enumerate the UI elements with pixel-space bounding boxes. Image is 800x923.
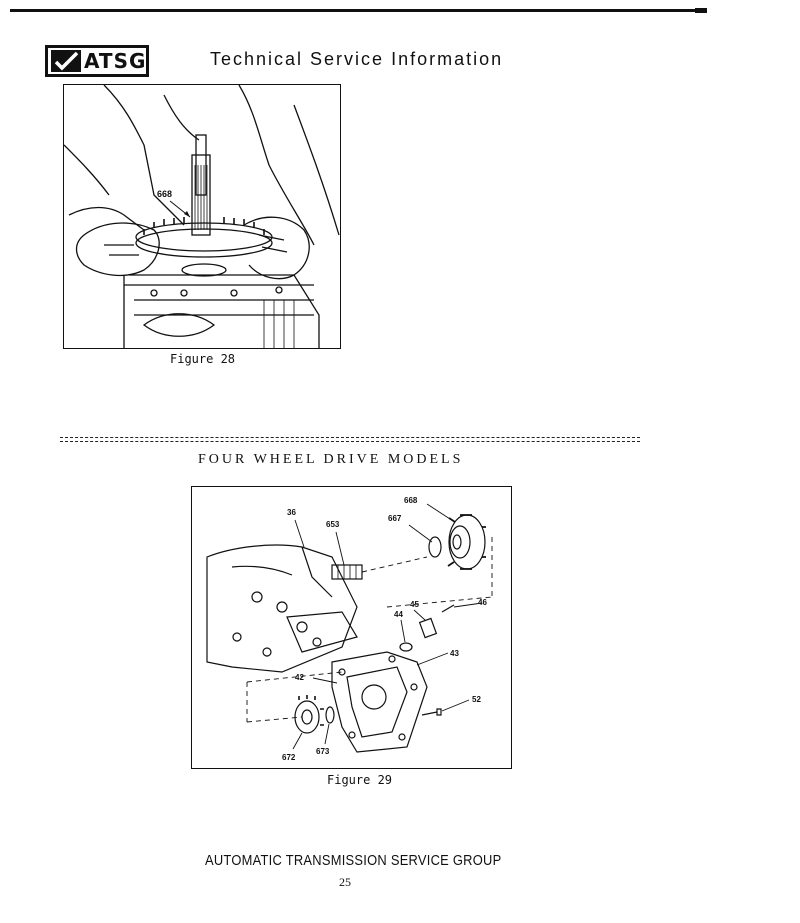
figure-29-illustration xyxy=(191,486,512,769)
fig29-callout: 673 xyxy=(316,747,330,756)
page-number: 25 xyxy=(339,875,351,889)
fig29-callout: 42 xyxy=(295,673,304,682)
fig29-callout: 653 xyxy=(326,520,340,529)
logo-text: ATSG xyxy=(84,49,147,73)
fig29-callout: 668 xyxy=(404,496,418,505)
checkmark-badge-icon xyxy=(51,50,81,72)
page-title: Technical Service Information xyxy=(210,49,504,69)
fig29-callout: 667 xyxy=(388,514,402,523)
fig29-callout: 52 xyxy=(472,695,481,704)
figure-29-drawing xyxy=(192,487,512,769)
section-title: FOUR WHEEL DRIVE MODELS xyxy=(198,452,464,467)
fig29-callout: 43 xyxy=(450,649,459,658)
fig29-callout: 672 xyxy=(282,753,296,762)
fig29-callout: 44 xyxy=(394,610,403,619)
figure-28-caption: Figure 28 xyxy=(170,352,236,366)
top-rule-end xyxy=(695,8,707,13)
fig29-callout: 46 xyxy=(478,598,487,607)
footer-organization: AUTOMATIC TRANSMISSION SERVICE GROUP xyxy=(205,852,502,869)
section-divider xyxy=(60,437,640,442)
atsg-logo xyxy=(45,45,149,77)
figure-28-illustration xyxy=(63,84,341,349)
figure-29-caption: Figure 29 xyxy=(327,773,393,787)
top-rule xyxy=(10,9,707,12)
fig29-callout: 36 xyxy=(287,508,296,517)
fig28-callout: 668 xyxy=(157,189,173,199)
fig29-callout: 45 xyxy=(410,600,419,609)
figure-28-drawing xyxy=(64,85,341,349)
